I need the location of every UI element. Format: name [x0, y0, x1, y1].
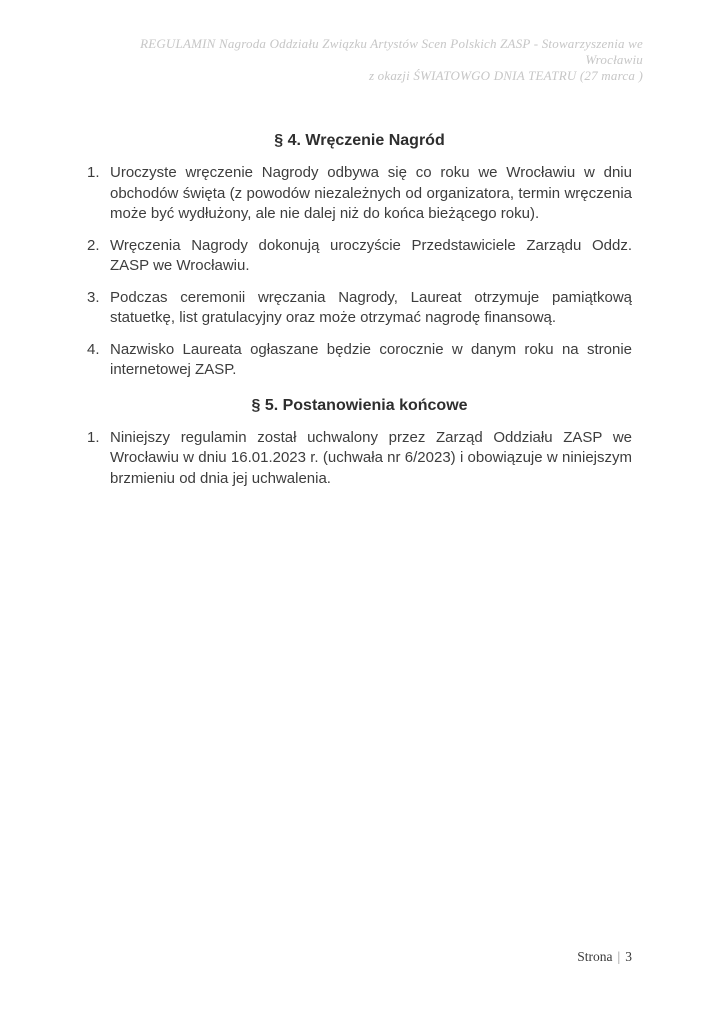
- list-item-number: 3.: [87, 288, 100, 306]
- list-item: [87, 288, 632, 329]
- section-5-heading: § 5. Postanowienia końcowe: [251, 396, 468, 414]
- list-item-number: 4.: [87, 340, 100, 358]
- section-5: [87, 395, 632, 490]
- list-item: [87, 236, 632, 277]
- list-item-number: 1.: [87, 428, 100, 446]
- section-4-heading: § 4. Wręczenie Nagród: [274, 132, 445, 149]
- list-item-number: 2.: [87, 236, 100, 254]
- list-item-text: Niniejszy regulamin został uchwalony przez Zarząd Oddziału ZASP we Wrocławiu w dniu 16.01.2023 r. (uchwała nr 6/2023) i obowiązuje w niniejszym brzmieniu od dnia jej uchwalenia.: [110, 428, 632, 487]
- list-item: [87, 163, 632, 225]
- page-footer-label: Strona: [577, 949, 613, 964]
- list-item: [87, 340, 632, 381]
- section-4: [87, 130, 632, 381]
- list-item-text: Wręczenia Nagrody dokonują uroczyście Przedstawiciele Zarządu Oddz. ZASP we Wrocławiu.: [110, 236, 632, 274]
- running-header-line-1: REGULAMIN Nagroda Oddziału Związku Artystów Scen Polskich ZASP - Stowarzyszenia we Wrocławiu: [140, 36, 643, 67]
- list-item-text: Podczas ceremonii wręczania Nagrody, Laureat otrzymuje pamiątkową statuetkę, list gratulacyjny oraz może otrzymać nagrodę finansową.: [110, 288, 632, 326]
- page-number: 3: [625, 949, 632, 964]
- list-item-text: Nazwisko Laureata ogłaszane będzie corocznie w danym roku na stronie internetowej ZASP.: [110, 340, 632, 378]
- page-footer-separator: |: [617, 949, 621, 964]
- list-item-text: Uroczyste wręczenie Nagrody odbywa się co roku we Wrocławiu w dniu obchodów święta (z powodów niezależnych od organizatora, termin wręczenia może być wydłużony, ale nie dalej niż do końca bieżącego roku).: [110, 164, 632, 222]
- list-item-number: 1.: [87, 164, 100, 181]
- page-footer: [0, 949, 632, 965]
- list-item: [87, 428, 632, 490]
- running-header: [100, 36, 643, 84]
- running-header-line-2: z okazji ŚWIATOWGO DNIA TEATRU (27 marca ): [368, 68, 643, 83]
